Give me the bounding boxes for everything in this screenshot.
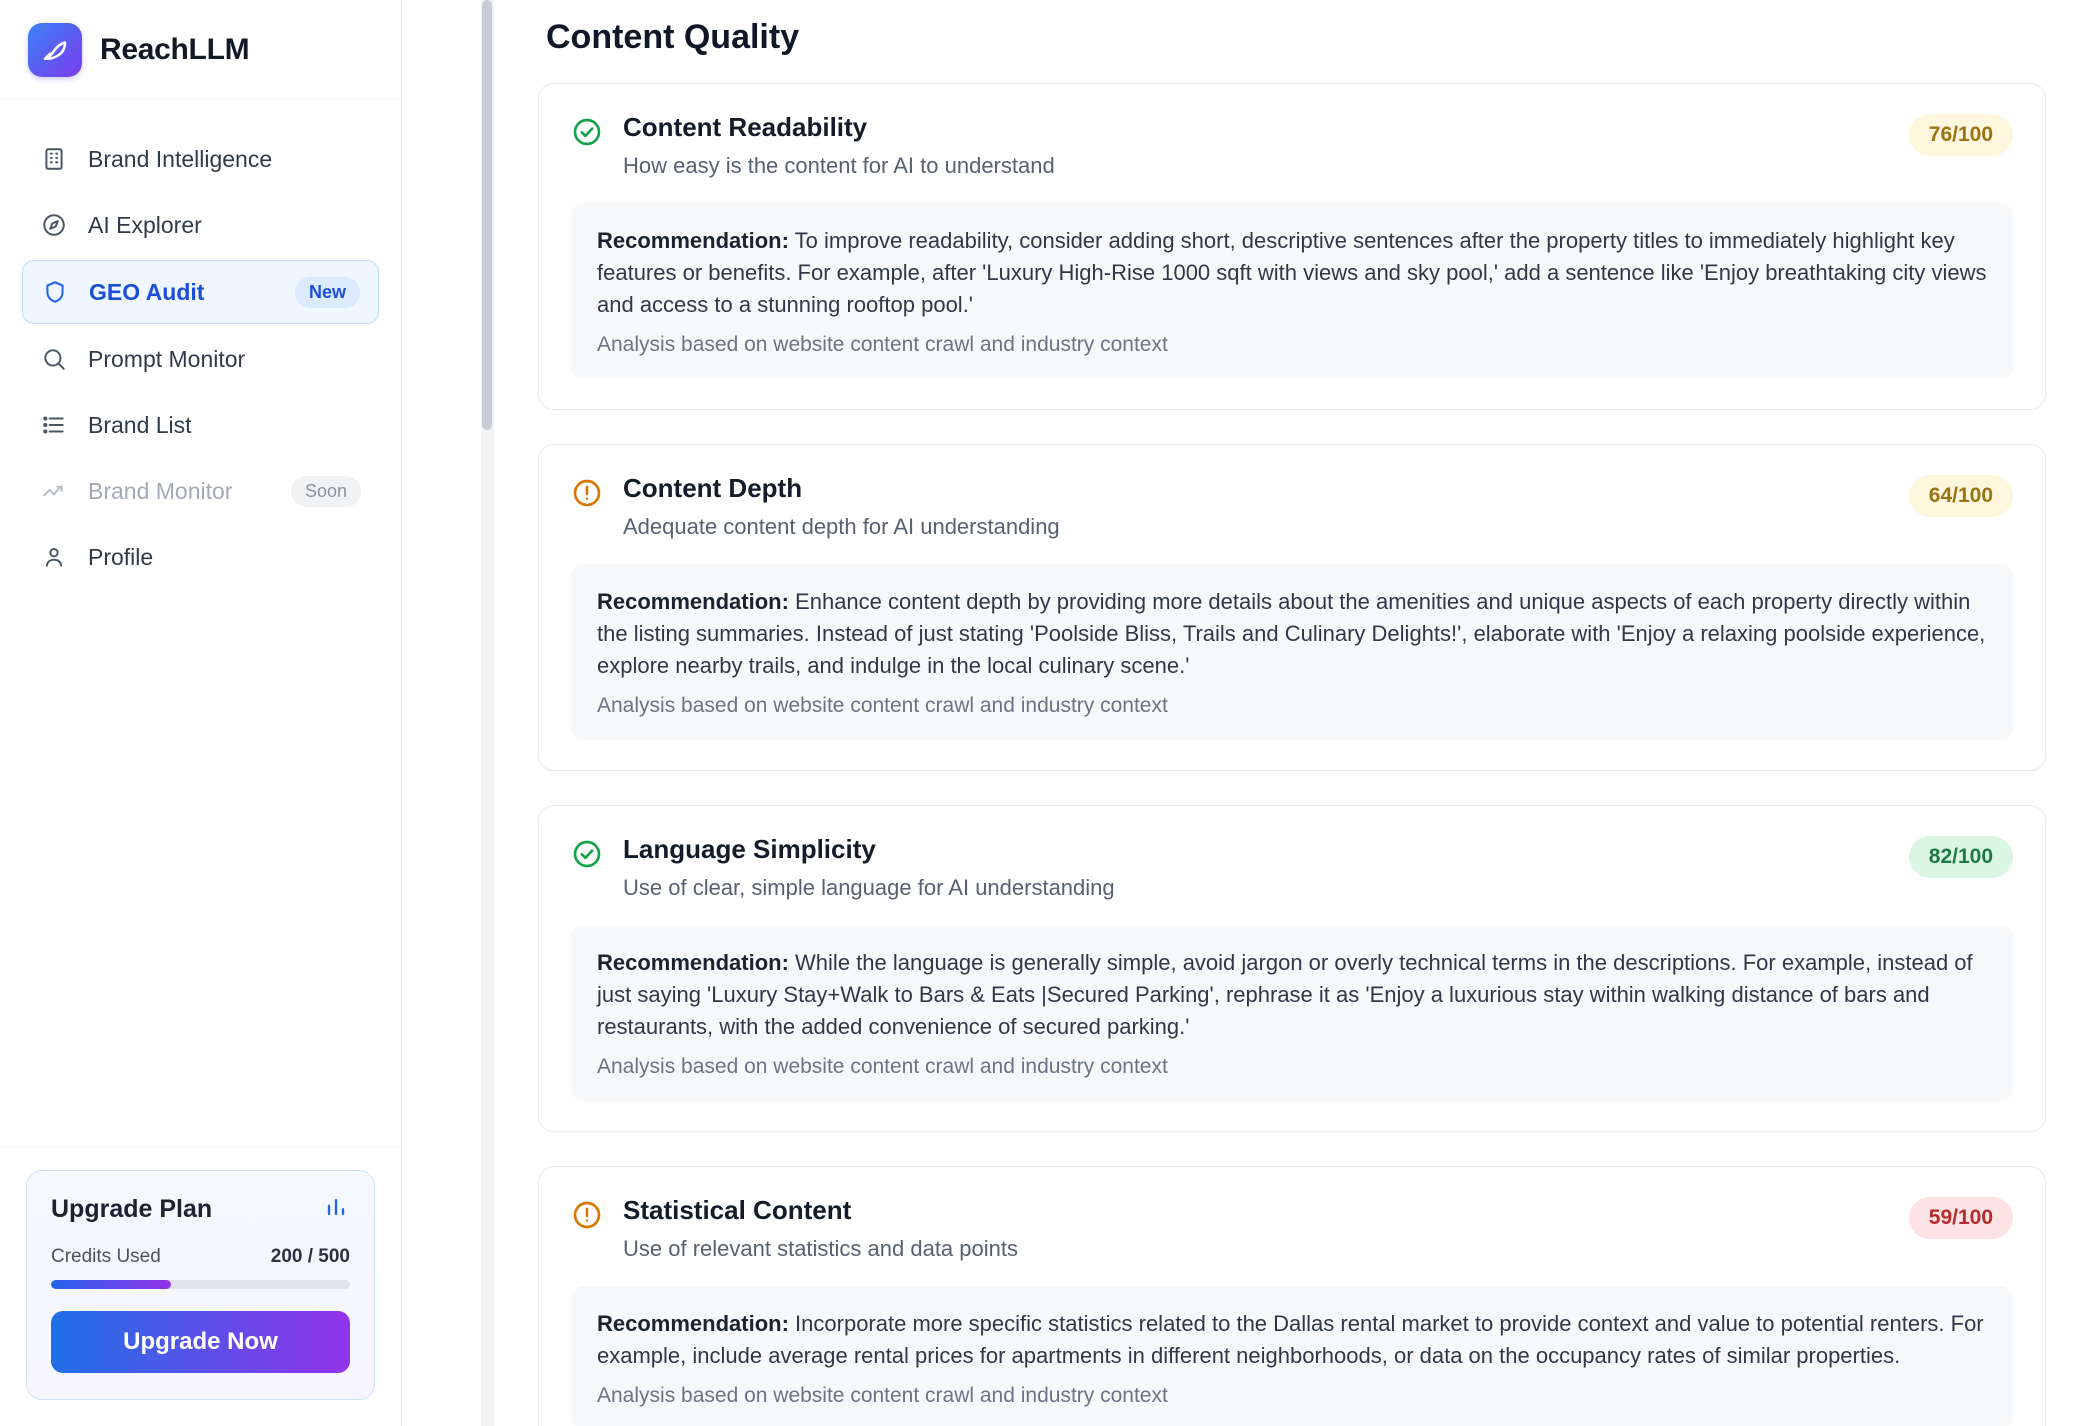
- sidebar-item-brand-monitor: [22, 460, 379, 522]
- sidebar-item-geo-audit[interactable]: [22, 260, 379, 324]
- upgrade-header: [51, 1193, 350, 1226]
- quality-card-title: Content Depth: [623, 472, 803, 503]
- upgrade-card: [26, 1170, 375, 1400]
- alert-circle-icon: [571, 1199, 603, 1231]
- recommendation-text: [597, 947, 1987, 1043]
- quality-card: [538, 1166, 2046, 1426]
- sidebar-item-label: Brand List: [88, 411, 192, 438]
- quality-card-title: Content Readability: [623, 112, 868, 142]
- recommendation-label: Recommendation:: [597, 949, 789, 975]
- quality-card-title: Statistical Content: [623, 1194, 852, 1225]
- recommendation-label: Recommendation:: [597, 228, 789, 254]
- building-icon: [40, 145, 68, 173]
- trend-up-icon: [40, 477, 68, 505]
- sidebar-badge-new: New: [295, 277, 360, 308]
- sidebar-badge-soon: Soon: [291, 476, 361, 507]
- recommendation-text: [597, 586, 1987, 682]
- recommendation-label: Recommendation:: [597, 1310, 789, 1336]
- quality-card: [538, 805, 2046, 1132]
- quality-card-headtext: [623, 112, 1889, 179]
- sidebar-item-label: Profile: [88, 543, 154, 570]
- credits-progress-fill: [51, 1280, 171, 1289]
- list-icon: [40, 411, 68, 439]
- quality-card-headtext: [623, 473, 1889, 540]
- user-icon: [40, 543, 68, 571]
- score-badge: 76/100: [1909, 114, 2013, 156]
- recommendation-note: Analysis based on website content crawl and industry context: [597, 1383, 1168, 1407]
- rocket-chart-icon: [28, 23, 82, 77]
- brand-header: [0, 0, 401, 100]
- sidebar-item-label: Brand Monitor: [88, 477, 233, 504]
- recommendation-note: Analysis based on website content crawl and industry context: [597, 332, 1168, 356]
- sidebar-item-brand-intelligence[interactable]: [22, 128, 379, 190]
- bar-chart-icon: [322, 1193, 350, 1226]
- sidebar: [0, 0, 402, 1426]
- quality-card-headtext: [623, 834, 1889, 901]
- recommendation-note: Analysis based on website content crawl and industry context: [597, 693, 1168, 717]
- quality-card-subtitle: How easy is the content for AI to understand: [623, 153, 1055, 179]
- content-scroll-gutter: [402, 0, 494, 1426]
- quality-card-header: [571, 473, 2013, 540]
- quality-card-subtitle: Use of clear, simple language for AI understanding: [623, 874, 1115, 900]
- brand-name: ReachLLM: [100, 32, 250, 66]
- sidebar-item-ai-explorer[interactable]: [22, 194, 379, 256]
- score-badge: 59/100: [1909, 1197, 2013, 1239]
- upgrade-title: Upgrade Plan: [51, 1195, 213, 1223]
- scrollbar-track[interactable]: [481, 0, 493, 1426]
- recommendation-box: [571, 925, 2013, 1101]
- sidebar-item-label: Brand Intelligence: [88, 145, 273, 172]
- scrollbar-thumb[interactable]: [482, 0, 492, 430]
- recommendation-box: [571, 564, 2013, 740]
- compass-icon: [40, 211, 68, 239]
- quality-card: [538, 83, 2046, 410]
- sidebar-item-label: Prompt Monitor: [88, 345, 246, 372]
- score-badge: 64/100: [1909, 475, 2013, 517]
- quality-card-subtitle: Adequate content depth for AI understanding: [623, 514, 1060, 540]
- credits-row: [51, 1246, 350, 1268]
- quality-card-subtitle: Use of relevant statistics and data points: [623, 1235, 1018, 1261]
- quality-card-header: [571, 112, 2013, 179]
- credits-value: 200 / 500: [270, 1246, 350, 1267]
- shield-icon: [41, 278, 69, 306]
- credits-label: Credits Used: [51, 1246, 161, 1267]
- quality-card-title: Language Simplicity: [623, 833, 876, 864]
- page-title: Content Quality: [546, 18, 800, 56]
- sidebar-nav: [0, 100, 401, 588]
- score-badge: 82/100: [1909, 836, 2013, 878]
- recommendation-body: To improve readability, consider adding short, descriptive sentences after the property titles to immediately highlight key features or benefits. For example, after 'Luxury High-Rise 1000 sqft with views and sky pool,' add a sentence like 'Enjoy breathtaking city views and access to a stunning rooftop pool.': [597, 228, 1987, 317]
- quality-card-header: [571, 1195, 2013, 1262]
- recommendation-body: Enhance content depth by providing more details about the amenities and unique aspects of each property directly within the listing summaries. Instead of just stating 'Poolside Bliss, Trails and Culinary Delights!', elaborate with 'Enjoy a relaxing poolside experience, explore nearby trails, and indulge in the local culinary scene.': [597, 589, 1986, 678]
- check-circle-icon: [571, 116, 603, 148]
- recommendation-box: [571, 203, 2013, 379]
- recommendation-body: While the language is generally simple, avoid jargon or overly technical terms in the descriptions. For example, instead of just saying 'Luxury Stay+Walk to Bars & Eats |Secured Parking', rephrase it as 'Enjoy a luxurious stay within walking distance of bars and restaurants, with the added convenience of secured parking.': [597, 949, 1973, 1039]
- sidebar-item-profile[interactable]: [22, 526, 379, 588]
- recommendation-box: [571, 1286, 2013, 1426]
- quality-card-header: [571, 834, 2013, 901]
- credits-progress-bar: [51, 1280, 350, 1289]
- recommendation-text: [597, 1308, 1987, 1372]
- quality-card-list: [538, 83, 2046, 1426]
- sidebar-item-brand-list[interactable]: [22, 394, 379, 456]
- main-content: [494, 0, 2090, 1426]
- sidebar-item-prompt-monitor[interactable]: [22, 328, 379, 390]
- recommendation-body: Incorporate more specific statistics related to the Dallas rental market to provide context and value to potential renters. For example, include average rental prices for apartments in different neighborhoods, or data on the occupancy rates of similar properties.: [597, 1310, 1984, 1368]
- sidebar-item-label: GEO Audit: [89, 278, 205, 305]
- recommendation-text: [597, 225, 1987, 321]
- sidebar-item-label: AI Explorer: [88, 211, 202, 238]
- recommendation-label: Recommendation:: [597, 589, 789, 615]
- recommendation-note: Analysis based on website content crawl and industry context: [597, 1054, 1168, 1078]
- upgrade-section: [0, 1147, 401, 1426]
- alert-circle-icon: [571, 477, 603, 509]
- check-circle-icon: [571, 838, 603, 870]
- upgrade-now-button[interactable]: Upgrade Now: [51, 1311, 350, 1373]
- quality-card: [538, 444, 2046, 771]
- quality-card-headtext: [623, 1195, 1889, 1262]
- search-icon: [40, 345, 68, 373]
